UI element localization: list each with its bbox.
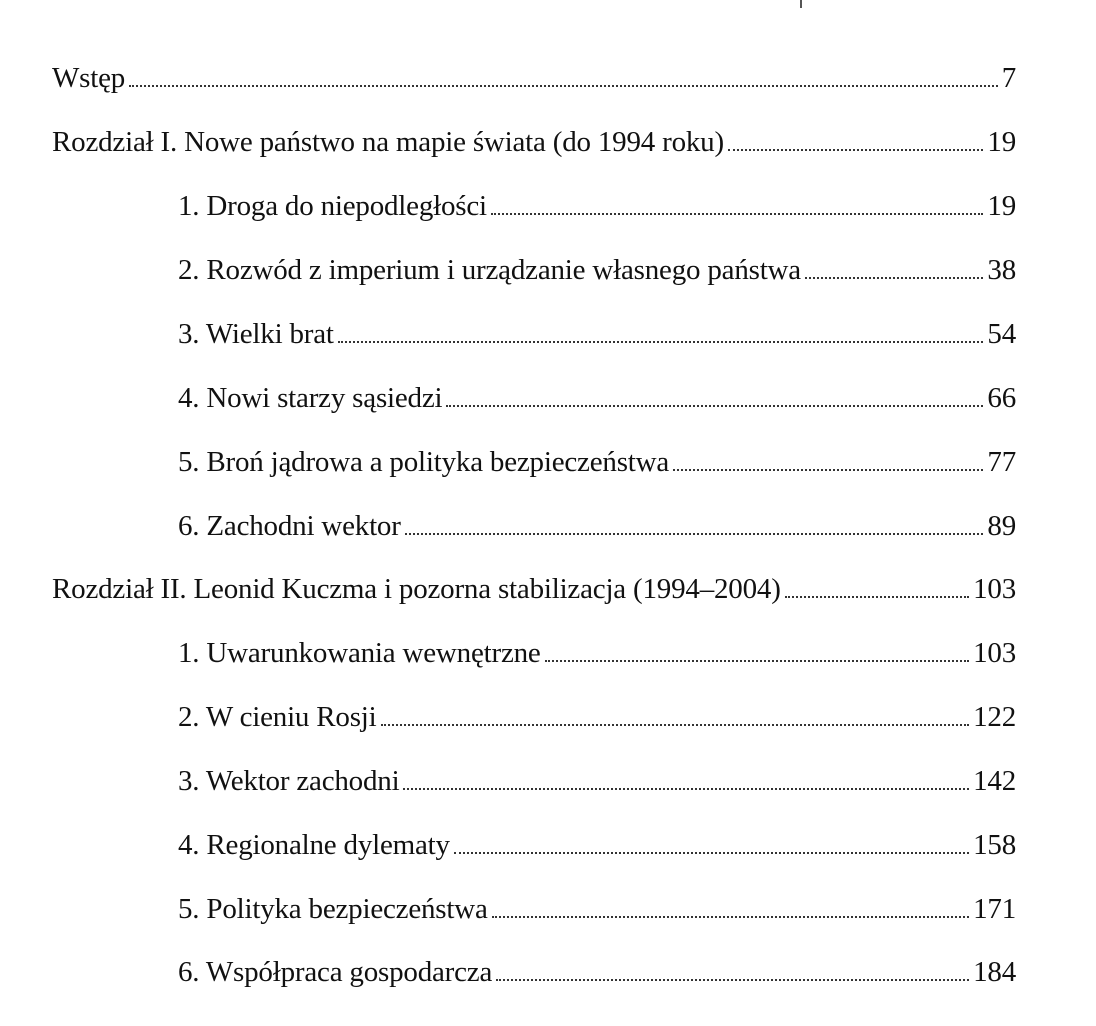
toc-page-number: 7 [1001, 62, 1016, 94]
toc-entry-section[interactable] [178, 699, 1016, 735]
dot-leader [381, 724, 970, 726]
toc-entry-label: 3. Wektor zachodni [178, 765, 400, 797]
toc-entry-label: 3. Wielki brat [178, 318, 334, 350]
toc-page-number: 77 [987, 446, 1016, 478]
dot-leader [496, 979, 969, 981]
toc-page-number: 38 [987, 254, 1016, 286]
toc-entry-section[interactable] [178, 188, 1016, 224]
toc-page-number: 142 [973, 765, 1016, 797]
toc-page-number: 103 [973, 637, 1016, 669]
toc-entry-introduction[interactable] [52, 60, 1016, 96]
toc-entry-label: Rozdział II. Leonid Kuczma i pozorna stabilizacja (1994–2004) [52, 573, 781, 605]
toc-entry-section[interactable] [178, 635, 1016, 671]
dot-leader [492, 916, 969, 918]
scan-mark [800, 0, 802, 8]
toc-entry-label: 4. Regionalne dylematy [178, 829, 450, 861]
dot-leader [491, 213, 983, 215]
toc-entry-section[interactable] [178, 827, 1016, 863]
dot-leader [405, 533, 984, 535]
toc-entry-label: 6. Zachodni wektor [178, 510, 401, 542]
toc-entry-label: Wstęp [52, 62, 126, 94]
toc-page-number: 171 [973, 893, 1016, 925]
toc-entry-section[interactable] [178, 508, 1016, 544]
dot-leader [129, 85, 998, 87]
toc-page-number: 103 [973, 573, 1016, 605]
toc-page-number: 19 [987, 190, 1016, 222]
toc-entry-section[interactable] [178, 444, 1016, 480]
toc-entry-section[interactable] [178, 316, 1016, 352]
toc-entry-chapter-1[interactable] [52, 124, 1016, 160]
dot-leader [805, 277, 983, 279]
dot-leader [446, 405, 983, 407]
toc-entry-section[interactable] [178, 763, 1016, 799]
dot-leader [454, 852, 969, 854]
dot-leader [785, 596, 969, 598]
dot-leader [545, 660, 969, 662]
toc-entry-section[interactable] [178, 891, 1016, 927]
toc-entry-label: 5. Broń jądrowa a polityka bezpieczeństwa [178, 446, 670, 478]
toc-entry-section[interactable] [178, 252, 1016, 288]
toc-entry-label: 2. W cieniu Rosji [178, 701, 377, 733]
toc-entry-chapter-2[interactable] [52, 571, 1016, 607]
dot-leader [338, 341, 984, 343]
dot-leader [673, 469, 983, 471]
toc-page-number: 66 [987, 382, 1016, 414]
toc-entry-label: 4. Nowi starzy sąsiedzi [178, 382, 443, 414]
toc-entry-label: 2. Rozwód z imperium i urządzanie własnego państwa [178, 254, 801, 286]
toc-entry-label: 1. Uwarunkowania wewnętrzne [178, 637, 541, 669]
toc-entry-section[interactable] [178, 380, 1016, 416]
dot-leader [403, 788, 969, 790]
toc-page-number: 54 [987, 318, 1016, 350]
toc-page-number: 158 [973, 829, 1016, 861]
toc-entry-section[interactable] [178, 954, 1016, 990]
toc-entry-label: 6. Współpraca gospodarcza [178, 956, 493, 988]
toc-entry-label: 1. Droga do niepodległości [178, 190, 487, 222]
toc-page-number: 89 [987, 510, 1016, 542]
dot-leader [728, 149, 983, 151]
toc-page-number: 184 [973, 956, 1016, 988]
toc-page-number: 19 [987, 126, 1016, 158]
toc-page-number: 122 [973, 701, 1016, 733]
toc-entry-label: Rozdział I. Nowe państwo na mapie świata (do 1994 roku) [52, 126, 724, 158]
toc-entry-label: 5. Polityka bezpieczeństwa [178, 893, 488, 925]
